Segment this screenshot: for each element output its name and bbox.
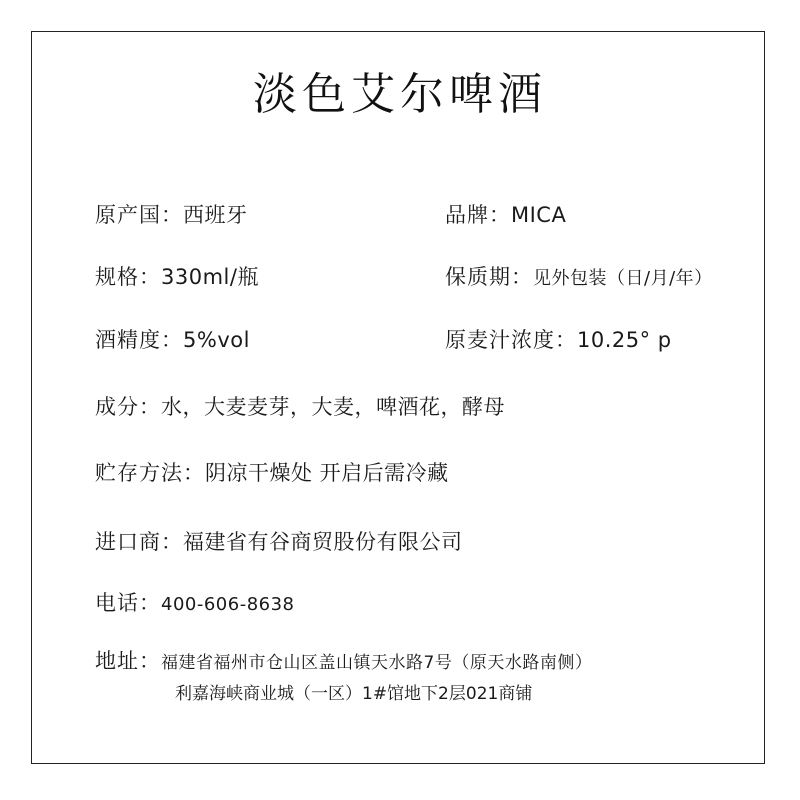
brand-label: 品牌： bbox=[445, 203, 511, 227]
address-line-2: 利嘉海峡商业城（一区）1#馆地下2层021商铺 bbox=[175, 684, 533, 704]
abv-row bbox=[95, 325, 250, 355]
importer-row bbox=[95, 527, 463, 557]
wort-row bbox=[445, 325, 672, 355]
product-title: 淡色艾尔啤酒 bbox=[253, 69, 547, 120]
wort-label: 原麦汁浓度： bbox=[445, 328, 577, 352]
phone-row bbox=[95, 588, 295, 620]
origin-label: 原产国： bbox=[95, 203, 183, 227]
storage-row bbox=[95, 458, 449, 488]
storage-label: 贮存方法： bbox=[95, 461, 205, 485]
ingredients-value: 水，大麦麦芽，大麦，啤酒花，酵母 bbox=[161, 395, 505, 419]
origin-value: 西班牙 bbox=[183, 203, 248, 227]
phone-value: 400-606-8638 bbox=[161, 594, 295, 615]
address-line-1: 福建省福州市仓山区盖山镇天水路7号（原天水路南侧） bbox=[161, 653, 593, 673]
storage-value: 阴凉干燥处 开启后需冷藏 bbox=[205, 461, 449, 485]
spec-row bbox=[95, 262, 259, 292]
origin-row bbox=[95, 200, 248, 230]
spec-value: 330ml/瓶 bbox=[161, 265, 259, 289]
abv-label: 酒精度： bbox=[95, 328, 183, 352]
spec-label: 规格： bbox=[95, 265, 161, 289]
shelf-life-value: 见外包装（日/月/年） bbox=[533, 268, 713, 289]
importer-label: 进口商： bbox=[95, 530, 183, 554]
shelf-life-row bbox=[445, 262, 713, 294]
abv-value: 5%vol bbox=[183, 328, 250, 352]
phone-label: 电话： bbox=[95, 591, 161, 615]
ingredients-row bbox=[95, 392, 505, 422]
shelf-life-label: 保质期： bbox=[445, 265, 533, 289]
importer-value: 福建省有谷商贸股份有限公司 bbox=[183, 530, 463, 554]
wort-value: 10.25° p bbox=[577, 328, 672, 352]
brand-row bbox=[445, 200, 566, 230]
address-label: 地址： bbox=[95, 649, 161, 673]
ingredients-label: 成分： bbox=[95, 395, 161, 419]
brand-value: MICA bbox=[511, 203, 567, 227]
address-row bbox=[95, 646, 592, 678]
